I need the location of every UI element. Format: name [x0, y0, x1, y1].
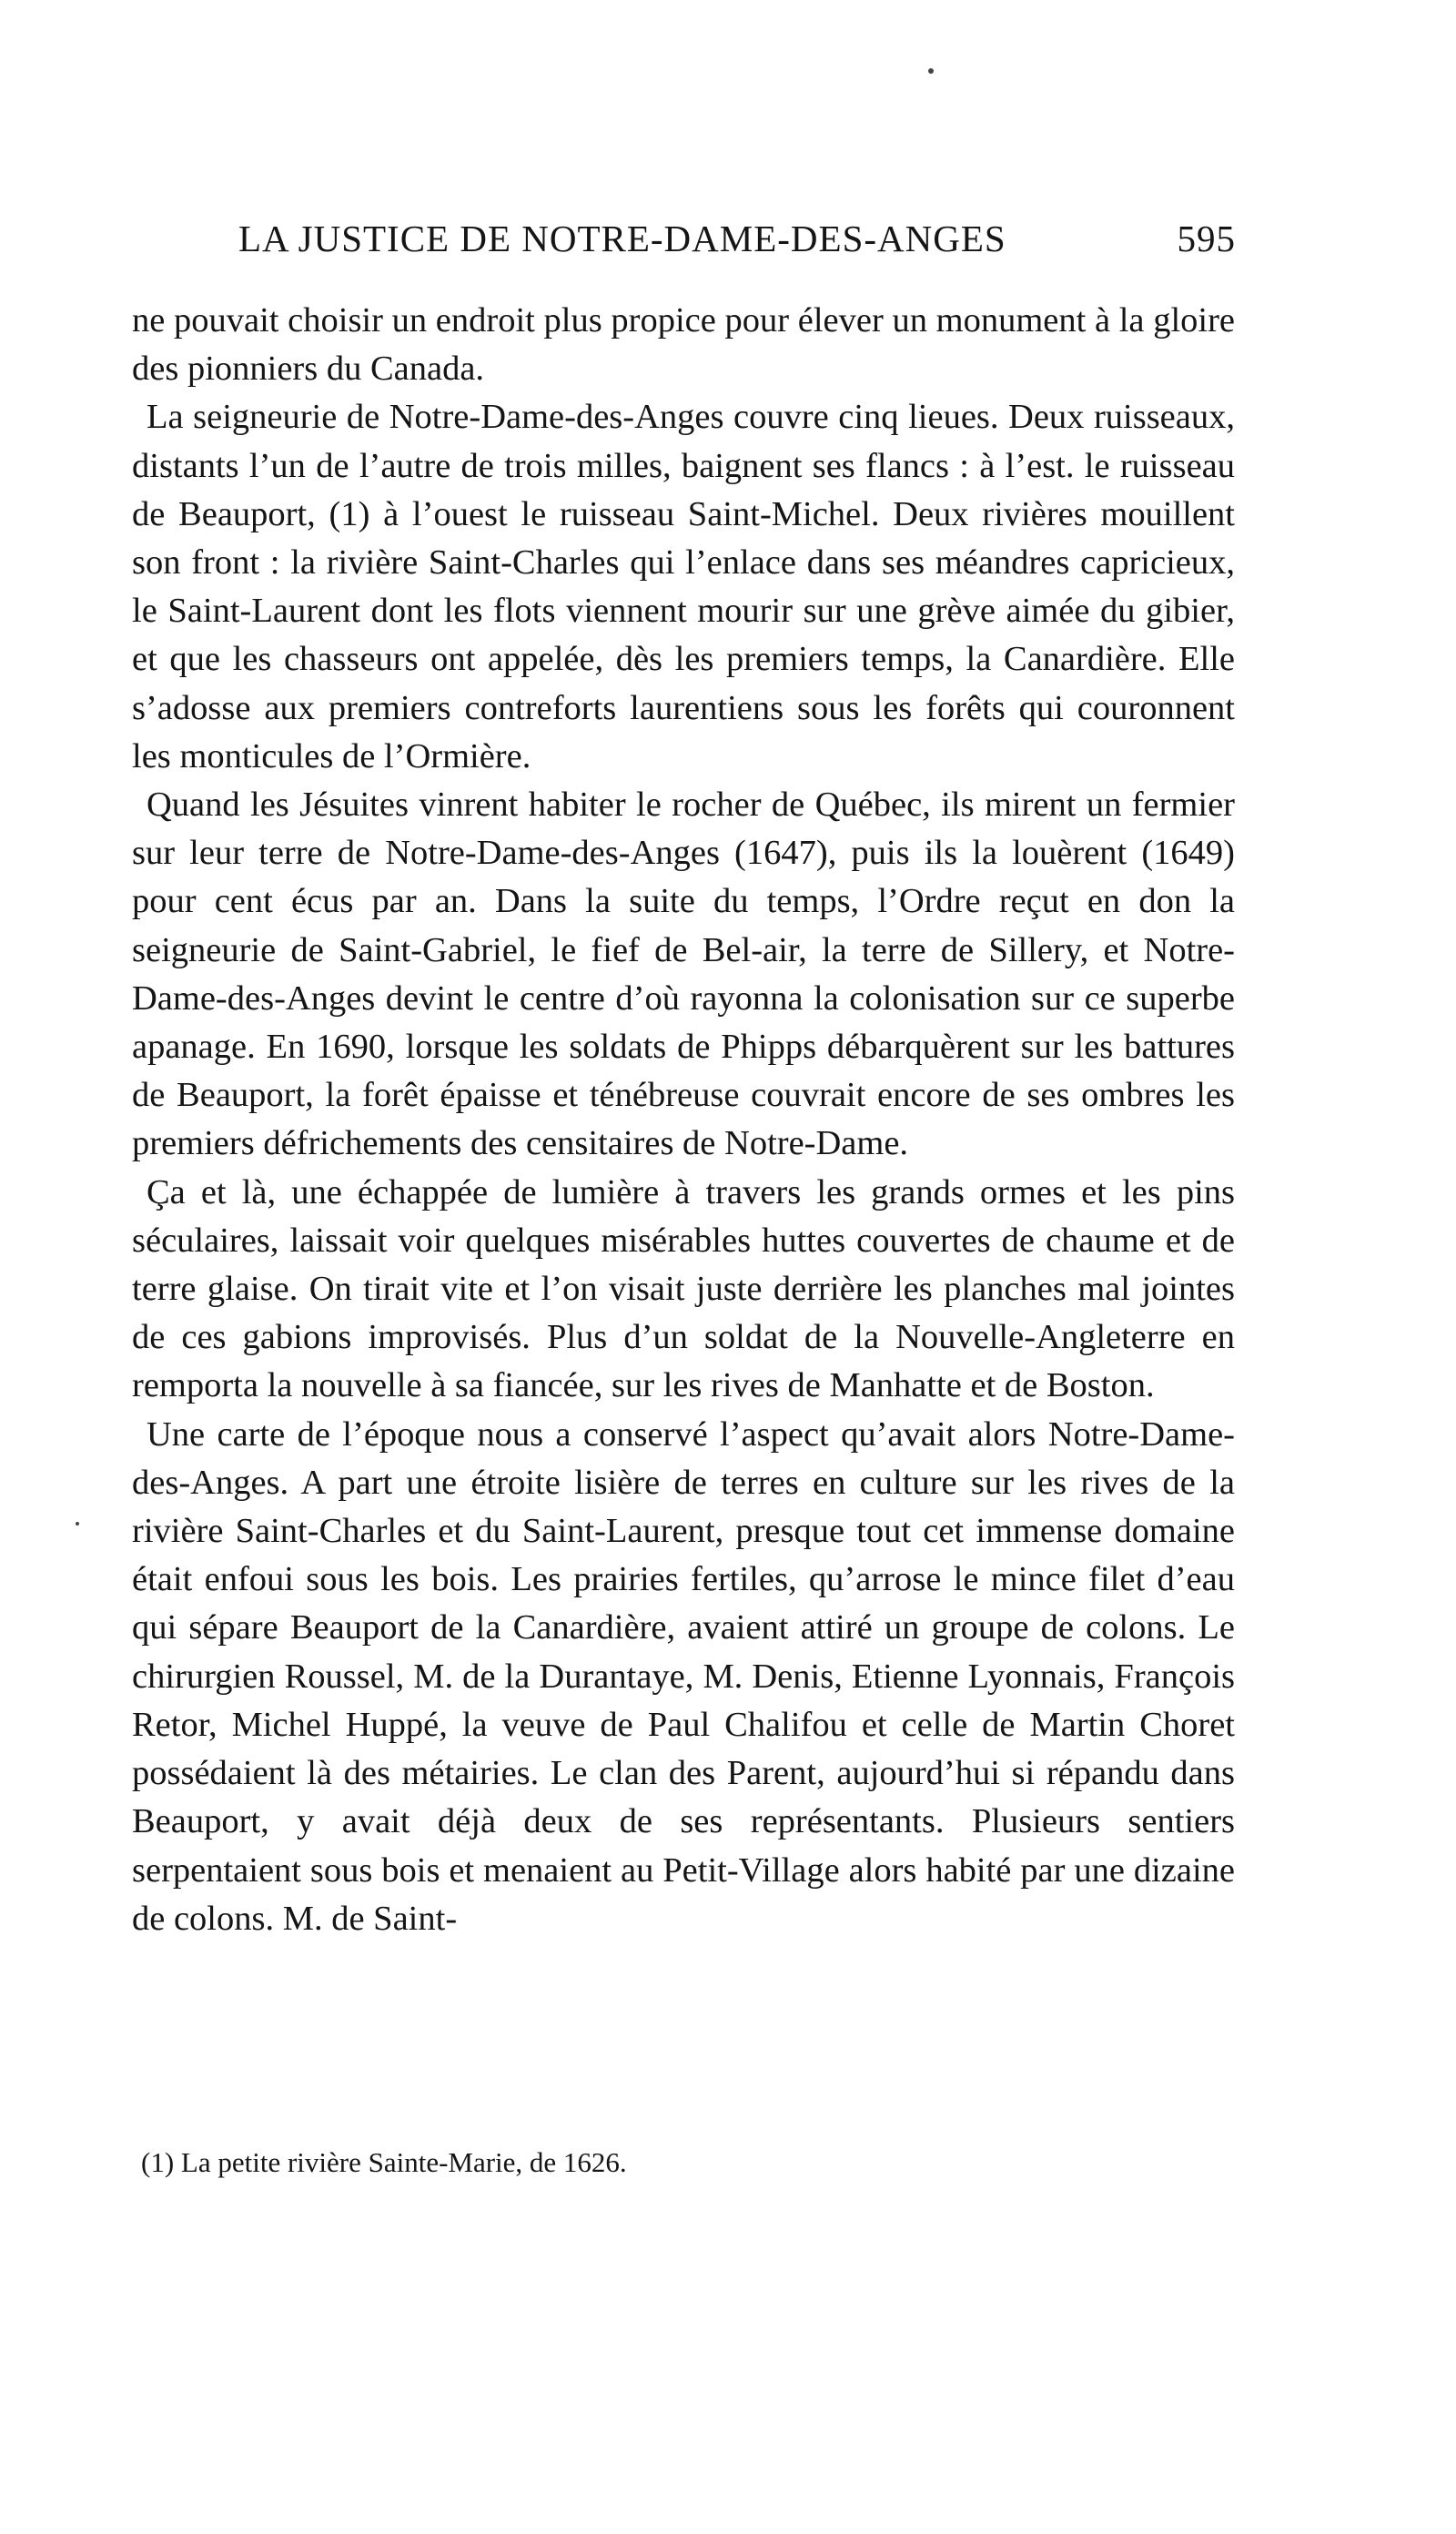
- paragraph: ne pouvait choisir un endroit plus propice pour élever un monument à la gloire des pionniers du Canada.: [132, 301, 1235, 389]
- page-header: [238, 217, 1236, 271]
- paragraph: Ça et là, une échappée de lumière à travers les grands ormes et les pins séculaires, laissait voir quelques misérables huttes couvertes de chaume et de terre glaise. On tirait vite et l’on visait juste derrière les planches mal jointes de ces gabions improvisés. Plus d’un soldat de la Nouvelle-Angleterre en remporta la nouvelle à sa fiancée, sur les rives de Manhatte et de Boston.: [132, 1172, 1235, 1405]
- body-text: [132, 297, 1235, 1943]
- paragraph: Une carte de l’époque nous a conservé l’aspect qu’avait alors Notre-Dame-des-Anges. A part une étroite lisière de terres en culture sur les rives de la rivière Saint-Charles et du Saint-Laurent, presque tout cet immense domaine était enfoui sous les bois. Les prairies fertiles, qu’arrose le mince filet d’eau qui sépare Beauport de la Canardière, avaient attiré un groupe de colons. Le chirurgien Roussel, M. de la Durantaye, M. Denis, Etienne Lyonnais, François Retor, Michel Huppé, la veuve de Paul Chalifou et celle de Martin Choret possédaient là des métairies. Le clan des Parent, aujourd’hui si répandu dans Beauport, y avait déjà deux de ses représentants. Plusieurs sentiers serpentaient sous bois et menaient au Petit-Village alors habité par une dizaine de colons. M. de Saint-: [132, 1414, 1235, 1938]
- footnote: (1) La petite rivière Sainte-Marie, de 1626.: [141, 2146, 627, 2178]
- paragraph: Quand les Jésuites vinrent habiter le rocher de Québec, ils mirent un fermier sur leur terre de Notre-Dame-des-Anges (1647), puis ils la louèrent (1649) pour cent écus par an. Dans la suite du temps, l’Ordre reçut en don la seigneurie de Saint-Gabriel, le fief de Bel-air, la terre de Sillery, et Notre-Dame-des-Anges devint le centre d’où rayonna la colonisation sur ce superbe apanage. En 1690, lorsque les soldats de Phipps débarquèrent sur les battures de Beauport, la forêt épaisse et ténébreuse couvrait encore de ses ombres les premiers défrichements des censitaires de Notre-Dame.: [132, 786, 1235, 1163]
- paragraph: La seigneurie de Notre-Dame-des-Anges couvre cinq lieues. Deux ruisseaux, distants l’un de l’autre de trois milles, baignent ses flancs : à l’est. le ruisseau de Beauport, (1) à l’ouest le ruisseau Saint-Michel. Deux rivières mouillent son front : la rivière Saint-Charles qui l’enlace dans ses méandres capricieux, le Saint-Laurent dont les flots viennent mourir sur une grève aimée du gibier, et que les chasseurs ont appelée, dès les premiers temps, la Canardière. Elle s’adosse aux premiers contreforts laurentiens sous les forêts qui couronnent les monticules de l’Ormière.: [132, 398, 1235, 775]
- scan-speck: [76, 1522, 79, 1525]
- scan-speck: [928, 68, 934, 74]
- page-number: 595: [1177, 218, 1236, 259]
- running-title: LA JUSTICE DE NOTRE-DAME-DES-ANGES: [238, 218, 1006, 259]
